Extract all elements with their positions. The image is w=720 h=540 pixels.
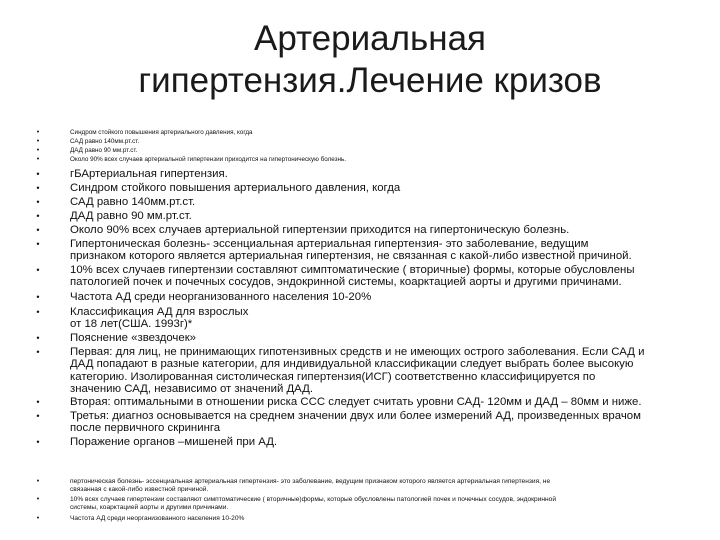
bullet-marker: •	[36, 197, 40, 207]
bullet-marker: •	[36, 156, 40, 163]
list-item-text: Около 90% всех случаев артериальной гипертензии приходится на гипертоническую болезнь.	[70, 224, 570, 236]
bullet-marker: •	[36, 307, 40, 317]
bullet-marker: •	[36, 129, 40, 136]
bullet-marker: •	[36, 411, 40, 421]
bullet-marker: •	[36, 138, 40, 145]
bullet-marker: •	[36, 239, 40, 249]
list-item-text: ДАД равно 90 мм.рт.ст.	[70, 210, 192, 222]
bullet-marker: •	[36, 225, 40, 235]
list-item-text: Синдром стойкого повышения артериального давления, когда	[70, 129, 253, 136]
list-item-text: Вторая: оптимальными в отношении риска ССС следует считать уровни САД- 120мм и ДАД – 80мм и ниже.	[70, 396, 642, 408]
list-item-text: Классификация АД для взрослых от 18 лет(США. 1993г)*	[70, 306, 249, 331]
list-item-text: Гипертоническая болезнь- эссенциальная артериальная гипертензия- это заболевание, ведущим признаком которого является артериальная гипертензия, не связанная с какой-либо известной причиной.	[70, 238, 632, 263]
bullet-marker: •	[36, 211, 40, 221]
bullet-marker: •	[36, 515, 40, 522]
bullet-marker: •	[36, 496, 40, 503]
bullet-marker: •	[36, 397, 40, 407]
list-item-text: Около 90% всех случаев артериальной гипертензии приходится на гипертоническую болезнь.	[70, 156, 347, 163]
bullet-marker: •	[36, 147, 40, 154]
list-item-text: САД равно 140мм.рт.ст.	[70, 138, 140, 145]
list-item-text: Синдром стойкого повышения артериального давления, когда	[70, 182, 401, 194]
bullet-marker: •	[36, 437, 40, 447]
list-item-text: пертоническая болезнь- эссенциальная артериальная гипертензия- это заболевание, ведущим признаком которого является артериальная гипертензия, не связанная с какой-либо известной причиной.	[70, 478, 551, 493]
bullet-marker: •	[36, 333, 40, 343]
list-item-text: Третья: диагноз основывается на среднем значении двух или более измерений АД, произведенных врачом после первичного скрининга	[70, 410, 641, 435]
list-item-text: Пояснение «звездочек»	[70, 332, 197, 344]
list-item-text: Частота АД среди неорганизованного населения 10-20%	[70, 515, 245, 522]
list-item-text: Первая: для лиц, не принимающих гипотензивных средств и не имеющих острого заболевания. Если САД и ДАД попадают в разные категории, для индивидуальной классификации следует выбрать более высокую категорию. Изолированная систолическая гипертензия(ИСГ) соответственно классифицируется по значению САД, независимо от значений ДАД.	[70, 346, 645, 396]
bullet-marker: •	[36, 265, 40, 275]
bullet-marker: •	[36, 169, 40, 179]
list-item-text: 10% всех случаев гипертензии составляют симптоматические ( вторичные)формы, которые обусловлены патологией почек и почечных сосудов, эндокринной системы, коарктацией аорты и другими причинами.	[70, 496, 557, 511]
list-item-text: ДАД равно 90 мм.рт.ст.	[70, 147, 138, 154]
bullet-marker: •	[36, 183, 40, 193]
slide-title-line-2: гипертензия.Лечение кризов	[138, 61, 602, 100]
bullet-marker: •	[36, 292, 40, 302]
list-item-text: гБАртериальная гипертензия.	[70, 168, 228, 180]
list-item-text: 10% всех случаев гипертензии составляют симптоматические ( вторичные) формы, которые обусловлены патологией почек и почечных сосудов, эндокринной системы, коарктацией аорты и другими причинами.	[70, 264, 635, 289]
slide-title-line-1: Артериальная	[253, 19, 487, 58]
bullet-marker: •	[36, 478, 40, 485]
list-item-text: Частота АД среди неорганизованного населения 10-20%	[70, 291, 372, 303]
bullet-marker: •	[36, 347, 40, 357]
list-item-text: САД равно 140мм.рт.ст.	[70, 196, 196, 208]
list-item-text: Поражение органов –мишеней при АД.	[70, 436, 278, 448]
